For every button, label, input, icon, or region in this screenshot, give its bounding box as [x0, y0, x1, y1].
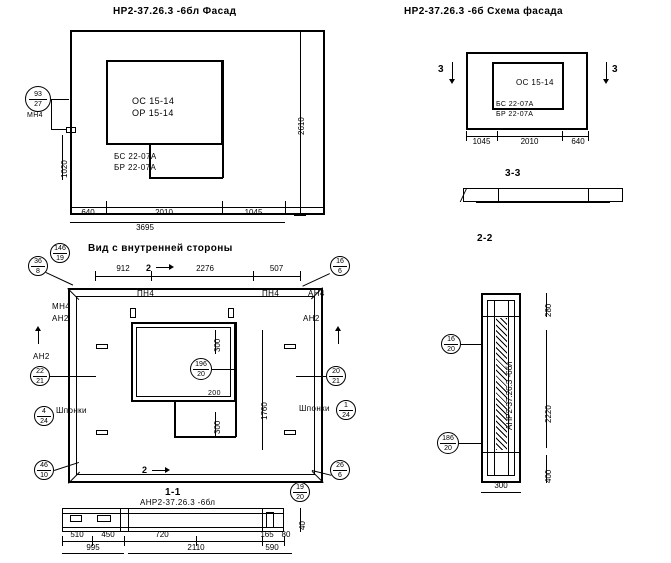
leader-186-20 — [459, 443, 483, 444]
inner-opening-2 — [136, 327, 231, 397]
anchor-right-1 — [284, 344, 296, 349]
s11-dim-590-line — [262, 553, 292, 554]
anchor-left-1 — [96, 344, 108, 349]
s22-dim-280: 280 — [544, 303, 553, 317]
scheme-mark-3-left: 3 — [438, 64, 444, 75]
s22-dim-2220-line — [546, 330, 547, 448]
callout-26-6: 26 6 — [330, 460, 350, 480]
dim-2610: 2610 — [297, 117, 306, 135]
s22-dim-300: 300 — [494, 481, 508, 490]
section-22-vertical-label: АНР2-37.26.3 -6бл — [505, 361, 514, 430]
s11-dim-40: 40 — [298, 521, 307, 530]
section-33-body — [463, 188, 623, 202]
callout-146-19: 146 19 — [50, 243, 70, 263]
inner-mark-2b-line — [152, 470, 166, 471]
s11-dim-line — [62, 541, 284, 542]
dim-1020: 1020 — [60, 160, 69, 178]
anchor-left-2 — [96, 430, 108, 435]
inner-dim-912: 912 — [116, 264, 130, 273]
dimtick-4 — [285, 201, 286, 213]
callout-16-6: 16 6 — [330, 256, 350, 276]
facade-title: НР2-37.26.3 -6бл Фасад — [113, 6, 237, 17]
facade-step-h2 — [149, 177, 223, 179]
anchor-right-2 — [284, 430, 296, 435]
dim-2610-tick-top — [294, 30, 306, 31]
section-11-body — [62, 508, 284, 532]
label-shponki-left: Шпонки — [56, 406, 87, 415]
callout-1-24: 1 24 — [336, 400, 356, 420]
scheme-label-br: БР 22-07А — [496, 111, 534, 118]
leader-20-21 — [296, 376, 326, 377]
dim-300-bottom: 300 — [213, 420, 222, 434]
s11-tick-3 — [124, 536, 125, 546]
section-22-rib1 — [494, 300, 495, 476]
mark-left-arrow — [35, 326, 41, 331]
section-11-mark: АНР2-37.26.3 -6бл — [140, 498, 216, 507]
section-22-top-div — [481, 316, 521, 317]
inner-tick-4 — [300, 271, 301, 281]
facade-label-br: БР 22-07А — [114, 163, 157, 172]
facade-anchor-mark — [66, 127, 76, 133]
callout-46-10: 46 10 — [34, 460, 54, 480]
s11-dim-995-line — [62, 553, 124, 554]
section-11-inner-top — [62, 513, 284, 514]
scheme-mark-3-right: 3 — [612, 64, 618, 75]
callout-mn4-label: МН4 — [27, 112, 43, 119]
label-mn4: МН4 — [52, 302, 71, 311]
section-11-inner-bot — [62, 527, 284, 528]
leader-36-8 — [46, 272, 74, 286]
label-an2-c: АН2 — [303, 314, 320, 323]
leader-22-21 — [50, 376, 96, 377]
s11-dim-590: 590 — [265, 543, 279, 552]
s22-dim-400: 400 — [544, 469, 553, 483]
s11-dim-720: 720 — [155, 530, 169, 539]
callout-93-27: 93 27 — [25, 86, 51, 112]
inner-step-v2 — [235, 322, 237, 437]
label-shponki-right: Шпонки — [299, 404, 330, 413]
inner-mark-2-line — [156, 267, 170, 268]
dim-200: 200 — [208, 390, 221, 397]
inner-step-v — [174, 400, 176, 438]
dim-2610-tick-bot — [294, 215, 306, 216]
leader-196-20 — [212, 369, 234, 370]
anchor-top-1 — [130, 308, 136, 318]
inner-dim-507: 507 — [269, 264, 284, 273]
scheme-title: НР2-37.26.3 -6б Схема фасада — [404, 6, 564, 17]
s11-dim-165: 165 — [260, 530, 274, 539]
mark-left-line — [38, 330, 39, 344]
callout-186-20: 186 20 — [437, 432, 459, 454]
s11-dim-510: 510 — [70, 530, 84, 539]
inner-dim-2276: 2276 — [196, 264, 214, 273]
scheme-mark-left-line — [452, 62, 453, 80]
label-pn4-left: ПН4 — [137, 289, 155, 298]
section-33-bottom — [476, 202, 610, 203]
scheme-label-bs: БС 22-07А — [496, 101, 534, 108]
inner-mark-2-top: 2 — [146, 263, 152, 273]
inner-step-h — [131, 400, 175, 402]
inner-view-title: Вид с внутренней стороны — [88, 243, 233, 254]
s11-dim-80: 80 — [281, 530, 291, 539]
section-33-title: 3-3 — [505, 168, 521, 179]
dim-1760-line — [262, 330, 263, 450]
section-11-title: 1-1 — [165, 487, 181, 498]
section-33-div1 — [498, 188, 499, 202]
callout-4-24: 4 24 — [34, 406, 54, 426]
dim-3695: 3695 — [136, 223, 154, 232]
section-11-div1 — [120, 508, 121, 532]
s11-dim-995: 995 — [86, 543, 100, 552]
section-22-bot-div — [481, 452, 521, 453]
leader-16-20 — [461, 344, 483, 345]
facade-label-bs: БС 22-07А — [114, 152, 157, 161]
label-pn4-right: ПН4 — [262, 289, 280, 298]
facade-label-or: ОР 15-14 — [132, 108, 174, 118]
dim-640: 640 — [81, 208, 95, 217]
dim-1045: 1045 — [244, 208, 263, 217]
s11-dim-2110-line — [128, 553, 262, 554]
facade-step-h — [106, 143, 150, 145]
s11-dim-2110: 2110 — [187, 543, 205, 552]
mark-right-arrow — [335, 326, 341, 331]
label-an2-a: АН2 — [52, 314, 69, 323]
section-33-div2 — [588, 188, 589, 202]
callout-36-8: 36 8 — [28, 256, 48, 276]
inner-mark-2-bottom: 2 — [142, 465, 148, 475]
callout-196-20: 196 20 — [190, 358, 212, 380]
leader-callout-93-v — [51, 99, 52, 129]
section-11-div3 — [262, 508, 263, 532]
inner-dim-line — [95, 276, 300, 277]
inner-step-h2 — [174, 436, 236, 438]
dim-2010: 2010 — [155, 208, 173, 217]
facade-label-os: ОС 15-14 — [132, 96, 175, 106]
facade-step-v2 — [222, 60, 224, 178]
callout-16-20: 16 20 — [441, 334, 461, 354]
dim-300-top: 300 — [213, 338, 222, 352]
s22-dim-300-line — [481, 492, 521, 493]
s11-dim-450: 450 — [101, 530, 115, 539]
mark-right-line — [338, 330, 339, 344]
scheme-mark-right-arrow — [603, 79, 609, 84]
label-an4-right2: АН4 — [308, 289, 325, 298]
leader-callout-93-h2 — [51, 129, 67, 130]
scheme-dim-2010: 2010 — [520, 137, 539, 146]
anchor-top-2 — [228, 308, 234, 318]
scheme-mark-right-line — [606, 62, 607, 80]
inner-mark-2b-arrow — [165, 467, 170, 473]
leader-16-6 — [302, 273, 330, 287]
callout-19-20: 19 20 — [290, 482, 310, 502]
section-11-div2 — [128, 508, 129, 532]
section-11-detail-2 — [97, 515, 111, 522]
dim-1760: 1760 — [260, 402, 269, 420]
leader-callout-93 — [51, 99, 69, 100]
section-11-detail-3 — [266, 512, 274, 528]
section-22-title: 2-2 — [477, 233, 493, 244]
scheme-dim-1045: 1045 — [472, 137, 491, 146]
callout-22-21: 22 21 — [30, 366, 50, 386]
scheme-dim-640: 640 — [571, 137, 585, 146]
label-an2-b: АН2 — [33, 352, 50, 361]
s22-dim-2220: 2220 — [544, 405, 553, 423]
section-11-detail-1 — [70, 515, 82, 522]
callout-20-21: 20 21 — [326, 366, 346, 386]
inner-mark-2-arrow — [169, 264, 174, 270]
scheme-mark-left-arrow — [449, 79, 455, 84]
scheme-label-os: ОС 15-14 — [516, 78, 554, 87]
